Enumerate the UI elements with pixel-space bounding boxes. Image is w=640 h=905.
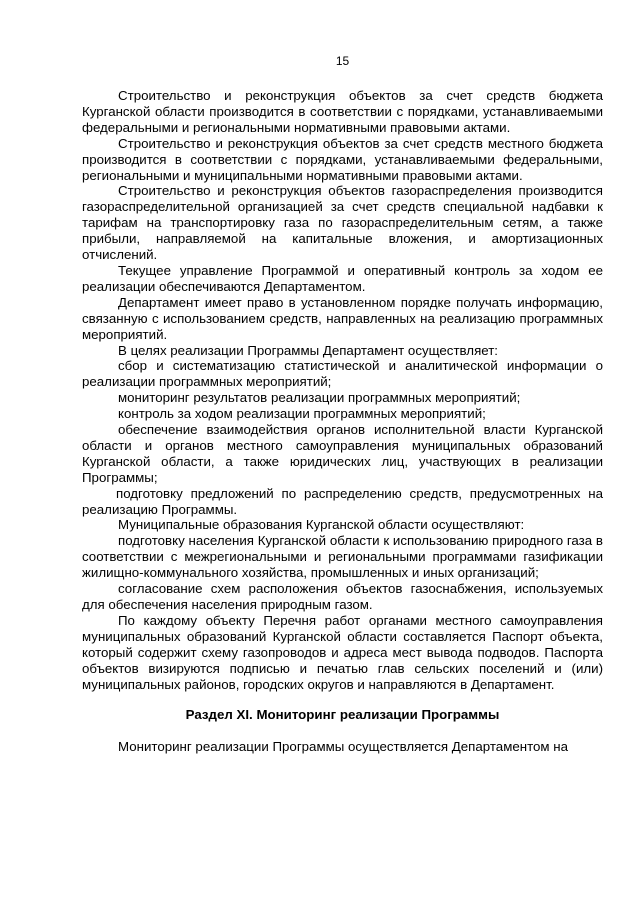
paragraph-monitoring-start: Мониторинг реализации Программы осуществляется Департаментом на <box>118 739 568 755</box>
paragraph-program-management: Текущее управление Программой и оперативный контроль за ходом ее реализации обеспечиваются Департаментом. <box>82 262 603 294</box>
page-number: 15 <box>335 54 350 68</box>
paragraph-department-duties-intro: В целях реализации Программы Департамент осуществляет: <box>118 342 499 358</box>
paragraph-department-rights: Департамент имеет право в установленном порядке получать информацию, связанную с использованием средств, направленных на реализацию программных мероприятий. <box>82 294 603 342</box>
paragraph-gas-distribution: Строительство и реконструкция объектов газораспределения производится газораспределительной организацией за счет средств специальной надбавки к тарифам на транспортировку газа по газораспределительным сетям, а также прибыли, направляемой на капитальные вложения, и амортизационных отчислений. <box>82 183 603 263</box>
list-item-control: контроль за ходом реализации программных мероприятий; <box>118 406 486 422</box>
list-item-fund-proposals: подготовку предложений по распределению средств, предусмотренных на реализацию Программы. <box>82 485 603 517</box>
list-item-monitoring: мониторинг результатов реализации программных мероприятий; <box>118 390 521 406</box>
paragraph-object-passport: По каждому объекту Перечня работ органами местного самоуправления муниципальных образований Курганской области составляется Паспорт объекта, который содержит схему газопроводов и адреса мест вывода подводов. Паспорта объектов визируются подписью и печатью глав сельских поселений и (или) муниципальных районов, городских округов и направляются в Департамент. <box>82 612 603 692</box>
paragraph-budget-local: Строительство и реконструкция объектов за счет средств местного бюджета производится в соответствии с порядками, устанавливаемыми федеральными, региональными и муниципальными нормативными правовыми актами. <box>82 135 603 183</box>
list-item-population-preparation: подготовку населения Курганской области к использованию природного газа в соответствии с межрегиональными и региональными программами газификации жилищно-коммунального хозяйства, промышленных и иных организаций; <box>82 533 603 581</box>
paragraph-municipal-duties-intro: Муниципальные образования Курганской области осуществляют: <box>118 517 525 533</box>
list-item-scheme-approval: согласование схем расположения объектов газоснабжения, используемых для обеспечения населения природным газом. <box>82 581 603 612</box>
body-text <box>82 88 603 755</box>
list-item-data-collection: сбор и систематизацию статистической и аналитической информации о реализации программных мероприятий; <box>82 358 603 390</box>
section-heading: Раздел XI. Мониторинг реализации Программы <box>185 707 500 723</box>
paragraph-budget-regional: Строительство и реконструкция объектов за счет средств бюджета Курганской области производится в соответствии с порядками, устанавливаемыми федеральными и региональными нормативными правовыми актами. <box>82 88 603 135</box>
list-item-cooperation: обеспечение взаимодействия органов исполнительной власти Курганской области и органов местного самоуправления муниципальных образований Курганской области, а также юридических лиц, участвующих в реализации Программы; <box>82 422 603 485</box>
